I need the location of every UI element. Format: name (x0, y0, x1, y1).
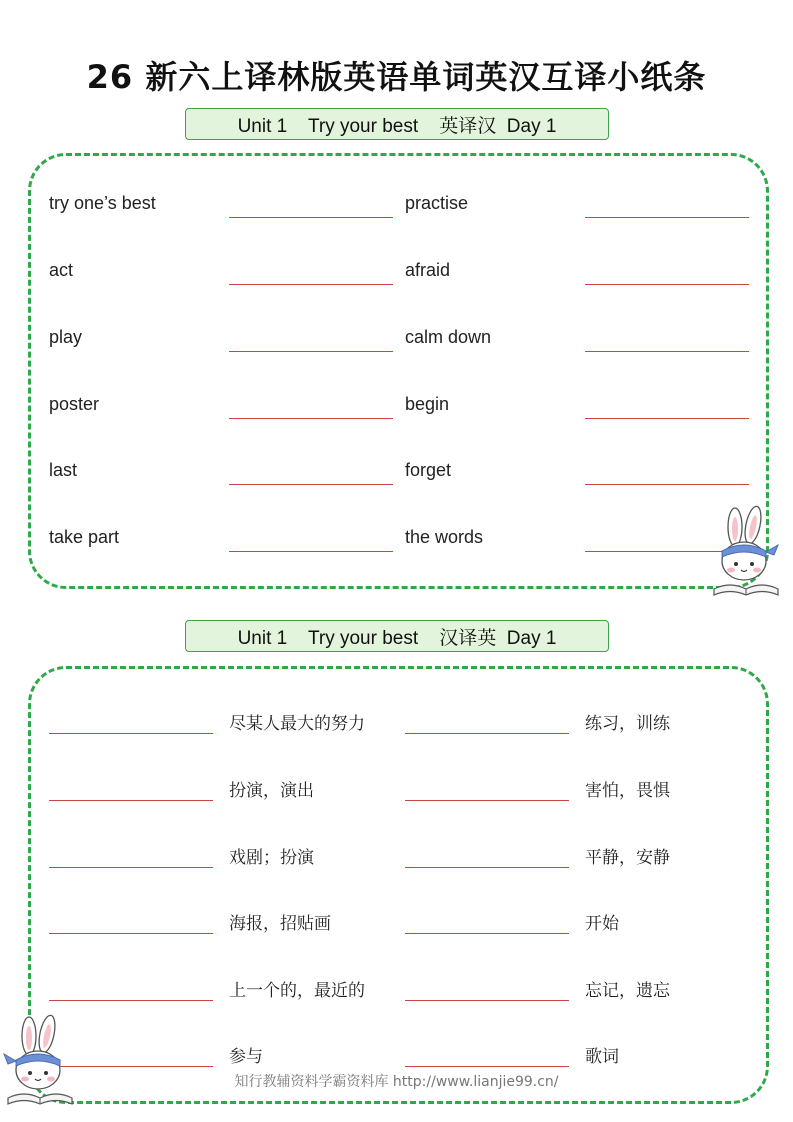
card-en-zh (28, 153, 769, 589)
page-title: 26 新六上译林版英语单词英汉互译小纸条 (86, 58, 707, 96)
answer-blank[interactable] (229, 551, 393, 552)
chinese-meaning: 练习，训练 (585, 714, 670, 734)
list-item (31, 839, 772, 869)
chinese-meaning: 歌词 (585, 1047, 619, 1067)
section-label-en-zh: Unit 1 Try your best 英译汉 Day 1 (185, 108, 609, 140)
english-word: act (49, 260, 74, 280)
footer-watermark: 知行教辅资料学霸资料库 http://www.lianjie99.cn/ (234, 1074, 559, 1090)
answer-blank[interactable] (585, 217, 749, 218)
list-item (31, 523, 772, 553)
english-word: begin (405, 394, 450, 414)
answer-blank[interactable] (405, 800, 569, 801)
english-word: practise (405, 193, 469, 213)
answer-blank[interactable] (405, 1000, 569, 1001)
chinese-meaning: 开始 (585, 914, 619, 934)
card-zh-en (28, 666, 769, 1104)
answer-blank[interactable] (585, 284, 749, 285)
english-word: afraid (405, 260, 451, 280)
answer-blank[interactable] (49, 1000, 213, 1001)
answer-blank[interactable] (405, 733, 569, 734)
chinese-meaning: 参与 (229, 1047, 263, 1067)
answer-blank[interactable] (229, 284, 393, 285)
list-item (31, 772, 772, 802)
english-word: poster (49, 394, 100, 414)
answer-blank[interactable] (585, 351, 749, 352)
list-item (31, 456, 772, 486)
chinese-meaning: 海报，招贴画 (229, 914, 331, 934)
chinese-meaning: 忘记，遗忘 (585, 981, 670, 1001)
section-label-zh-en: Unit 1 Try your best 汉译英 Day 1 (185, 620, 609, 652)
english-word: try one’s best (49, 193, 156, 213)
list-item (31, 905, 772, 935)
chinese-meaning: 尽某人最大的努力 (229, 714, 365, 734)
answer-blank[interactable] (229, 484, 393, 485)
answer-blank[interactable] (49, 867, 213, 868)
list-item (31, 972, 772, 1002)
answer-blank[interactable] (405, 933, 569, 934)
answer-blank[interactable] (585, 484, 749, 485)
list-item (31, 323, 772, 353)
bunny-reading-icon (708, 505, 784, 597)
chinese-meaning: 平静，安静 (585, 848, 670, 868)
english-word: take part (49, 527, 120, 547)
answer-blank[interactable] (49, 800, 213, 801)
english-word: play (49, 327, 83, 347)
english-word: last (49, 460, 78, 480)
list-item (31, 390, 772, 420)
chinese-meaning: 害怕，畏惧 (585, 781, 670, 801)
list-item (31, 189, 772, 219)
list-item (31, 705, 772, 735)
answer-blank[interactable] (405, 867, 569, 868)
list-item (31, 256, 772, 286)
bunny-reading-icon (2, 1014, 78, 1106)
english-word: forget (405, 460, 452, 480)
answer-blank[interactable] (49, 733, 213, 734)
english-word: calm down (405, 327, 492, 347)
answer-blank[interactable] (229, 351, 393, 352)
list-item (31, 1038, 772, 1068)
answer-blank[interactable] (49, 933, 213, 934)
chinese-meaning: 上一个的，最近的 (229, 981, 365, 1001)
answer-blank[interactable] (405, 1066, 569, 1067)
english-word: the words (405, 527, 484, 547)
answer-blank[interactable] (229, 418, 393, 419)
answer-blank[interactable] (585, 418, 749, 419)
answer-blank[interactable] (229, 217, 393, 218)
chinese-meaning: 扮演，演出 (229, 781, 314, 801)
chinese-meaning: 戏剧；扮演 (229, 848, 314, 868)
